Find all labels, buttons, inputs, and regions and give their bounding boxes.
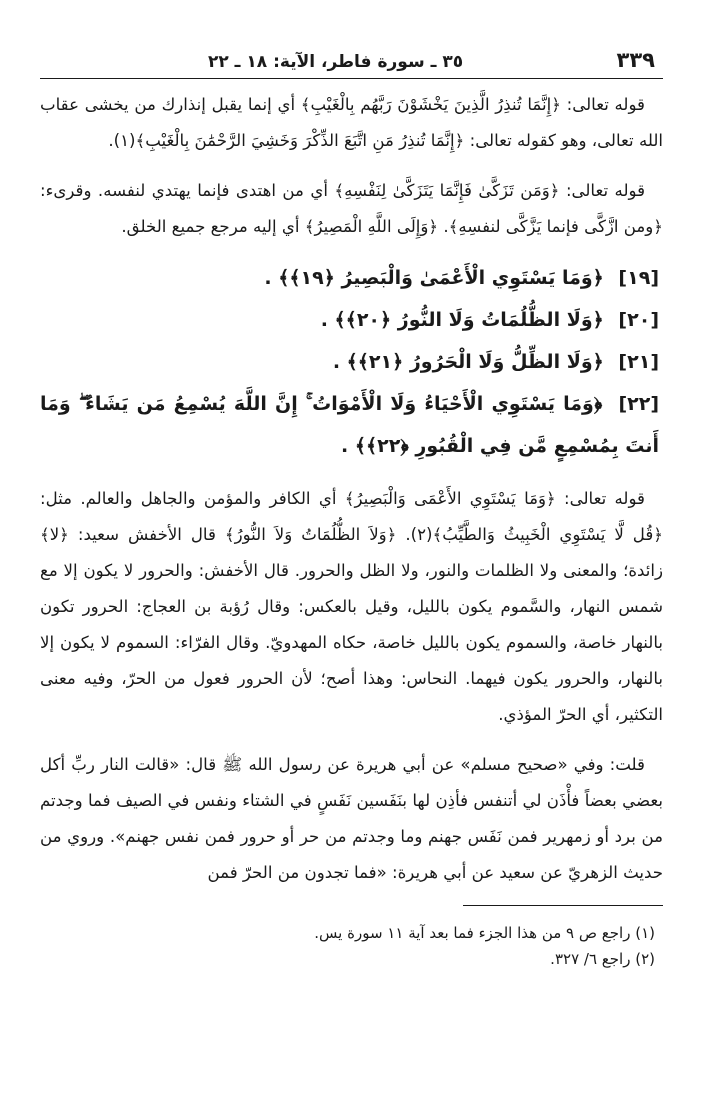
commentary-paragraph: قوله تعالى: ﴿وَمَن تَزَكَّىٰ فَإِنَّمَا يَتَزَكَّىٰ لِنَفْسِهِ﴾ أي من اهتدى فإنما يهتدي لنفسه. وقرىء: ﴿ومن ازَّكَّى فإنما يَزَّكَّى لنفسِهِ﴾. ﴿وَإِلَى اللَّهِ الْمَصِيرُ﴾ أي إليه مرجع جميع الخلق. [40,181,663,236]
verse-number: [٢١] [618,351,659,373]
verse-line [40,257,663,299]
page-number: ٣٣٩ [616,48,655,72]
footnote-divider [463,905,663,906]
page-header [40,48,663,79]
verse-number: [٢٢] [618,393,660,415]
footnotes [40,920,663,972]
verse-text: ﴿وَلَا الظِّلُّ وَلَا الْحَرُورُ ﴿٢١﴾﴾ . [332,351,604,373]
verse-line [40,383,663,467]
verse-text: ﴿وَمَا يَسْتَوِي الْأَحْيَاءُ وَلَا الْأَمْوَاتُ ۚ إِنَّ اللَّهَ يُسْمِعُ مَن يَشَاءُ ۖ وَمَا أَنتَ بِمُسْمِعٍ مَّن فِي الْقُبُورِ ﴿٢٢﴾﴾ . [40,393,659,457]
verse-number: [٢٠] [618,309,659,331]
page-body [40,87,663,891]
verse-number: [١٩] [618,267,659,289]
verse-text: ﴿وَلَا الظُّلُمَاتُ وَلَا النُّورُ ﴿٢٠﴾﴾ . [320,309,604,331]
footnote: (٢) راجع ٦/ ٣٢٧. [550,950,655,968]
running-title: ٣٥ ـ سورة فاطر، الآية: ١٨ ـ ٢٢ [208,52,464,72]
verse-text: ﴿وَمَا يَسْتَوِي الْأَعْمَىٰ وَالْبَصِيرُ ﴿١٩﴾﴾ . [264,267,604,289]
verse-block [40,257,663,467]
verse-line [40,299,663,341]
commentary-paragraph: قوله تعالى: ﴿إِنَّمَا تُنذِرُ الَّذِينَ يَخْشَوْنَ رَبَّهُم بِالْغَيْبِ﴾ أي إنما يقبل إنذارك من يخشى عقاب الله تعالى، وهو كقوله تعالى: ﴿إِنَّمَا تُنذِرُ مَنِ اتَّبَعَ الذِّكْرَ وَخَشِيَ الرَّحْمَٰنَ بِالْغَيْبِ﴾(١). [40,95,663,150]
commentary-paragraph: قلت: وفي «صحيح مسلم» عن أبي هريرة عن رسول الله ﷺ قال: «قالت النار ربِّ أكل بعضي بعضاً فأْذَن لي أتنفس فأذِن لها بنَفَسين نَفَسٍ في الشتاء ونفس في الصيف فما وجدتم من برد أو زمهرير فمن نَفَس جهنم وما وجدتم من حر أو حرور فمن نفس جهنم». وروي من حديث الزهريّ عن سعيد عن أبي هريرة: «فما تجدون من الحرّ فمن [40,755,663,882]
footnote: (١) راجع ص ٩ من هذا الجزء فما بعد آية ١١ سورة يس. [314,924,655,942]
commentary-paragraph: قوله تعالى: ﴿وَمَا يَسْتَوِي الأَعْمَى وَالْبَصِيرُ﴾ أي الكافر والمؤمن والجاهل والعالم. مثل: ﴿قُل لَّا يَسْتَوِي الْخَبِيثُ وَالطَّيِّبُ﴾(٢). ﴿وَلاَ الظُّلُمَاتُ وَلاَ النُّورُ﴾ قال الأخفش سعيد: ﴿لا﴾ زائدة؛ والمعنى ولا الظلمات والنور، ولا الظل والحرور. قال الأخفش: والحرور لا يكون إلا مع شمس النهار، والسَّموم يكون بالليل، وقيل بالعكس: وقال رُؤبة بن العجاج: الحرور تكون بالنهار خاصة، والسموم يكون بالليل خاصة، حكاه المهدويّ. وقال الفرّاء: السموم لا يكون إلا بالنهار، والحرور يكون فيهما. النحاس: وهذا أصح؛ لأن الحرور فعول من الحرّ، وفيه معنى التكثير، أي الحرّ المؤذي. [40,489,664,724]
verse-line [40,341,663,383]
